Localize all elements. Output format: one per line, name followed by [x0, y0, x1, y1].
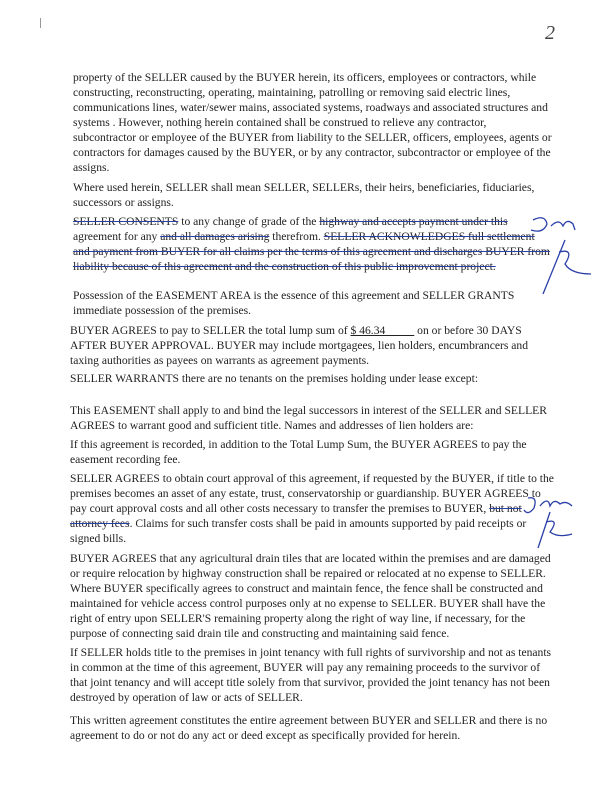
text-segment: AGREES to warrant good and sufficient title. Names and addresses of lien holders are:	[70, 419, 474, 432]
text-line	[70, 471, 560, 486]
struck-text: SELLER ACKNOWLEDGES full settlement	[323, 230, 535, 243]
text-segment: premises becomes an asset of any estate, trust, conservatorship or guardianship. BUYER AGREES to	[70, 487, 541, 500]
text-line	[70, 516, 560, 531]
text-line	[70, 566, 560, 581]
text-line	[73, 70, 563, 85]
paragraph-entire-agreement	[70, 713, 560, 743]
text-line	[70, 531, 560, 546]
text-segment: Where BUYER specifically agrees to construct and maintain fence, the fence shall be constructed and	[70, 582, 543, 595]
text-segment: successors or assigns.	[73, 196, 174, 209]
text-segment: If SELLER holds title to the premises in joint tenancy with full rights of survivorship and not as tenants	[70, 646, 552, 659]
text-segment: If this agreement is recorded, in addition to the Total Lump Sum, the BUYER AGREES to pay the	[70, 438, 527, 451]
text-segment: immediate possession of the premises.	[73, 304, 252, 317]
paragraph-recording	[70, 437, 560, 467]
struck-text: attorney fees	[70, 517, 130, 530]
text-line	[70, 626, 560, 641]
text-line	[73, 100, 563, 115]
text-line	[70, 403, 560, 418]
text-segment: signed bills.	[70, 532, 127, 545]
text-line	[73, 244, 563, 259]
text-segment: BUYER AGREES to pay to SELLER the total lump sum of	[70, 324, 351, 337]
text-line	[73, 180, 563, 195]
text-segment: This written agreement constitutes the entire agreement between BUYER and SELLER and there is no	[70, 714, 548, 727]
text-line	[73, 288, 563, 303]
text-line	[73, 130, 563, 145]
text-line	[73, 145, 563, 160]
initials-signature-icon	[525, 212, 595, 302]
text-segment: constructing, reconstructing, operating, maintaining, patrolling or removing said electric lines,	[73, 86, 511, 99]
paragraph-liability	[73, 70, 563, 175]
struck-text: but not	[489, 502, 522, 515]
text-line	[70, 486, 560, 501]
text-line	[73, 85, 563, 100]
text-segment: Where used herein, SELLER shall mean SELLER, SELLERs, their heirs, beneficiaries, fiduciaries,	[73, 181, 535, 194]
text-line	[70, 338, 560, 353]
text-line	[70, 452, 560, 467]
text-line	[70, 611, 560, 626]
text-segment: assigns.	[73, 161, 110, 174]
text-line	[70, 323, 560, 338]
text-segment: property of the SELLER caused by the BUYER herein, its officers, employees or contractors, while	[73, 71, 537, 84]
amount-field: $ 46.34	[350, 324, 415, 337]
text-segment: SELLER WARRANTS there are no tenants on the premises holding under lease except:	[70, 372, 479, 385]
text-segment: destroyed by operation of law or acts of SELLER.	[70, 691, 303, 704]
text-segment: that joint tenancy and will accept title solely from that survivor, provided the joint tenancy has not been	[70, 676, 550, 689]
paragraph-payment	[70, 323, 560, 368]
struck-text: liability because of this agreement and the construction of this public improvement project.	[73, 260, 496, 273]
text-segment: in common at the time of this agreement, BUYER will pay any remaining proceeds to the survivor of	[70, 661, 541, 674]
text-segment: communications lines, water/sewer mains, associated systems, roadways and associated structures and	[73, 101, 548, 114]
text-segment: BUYER AGREES that any agricultural drain tiles that are located within the premises and are damaged	[70, 552, 551, 565]
text-segment: This EASEMENT shall apply to and bind the legal successors in interest of the SELLER and SELLER	[70, 404, 547, 417]
paragraph-easement	[70, 403, 560, 433]
paragraph-consents	[73, 214, 563, 274]
text-line	[73, 195, 563, 210]
text-segment: purpose of connecting said drain tile and constructing and maintaining said fence.	[70, 627, 450, 640]
struck-text: and all damages arising	[160, 230, 270, 243]
text-segment: SELLER AGREES to obtain court approval of this agreement, if requested by the BUYER, if title to the	[70, 472, 554, 485]
scan-mark	[40, 18, 41, 28]
text-line	[70, 581, 560, 596]
text-line	[70, 728, 560, 743]
paragraph-joint-tenancy	[70, 645, 560, 705]
handwritten-initials	[525, 212, 595, 307]
text-segment: pay court approval costs and all other costs necessary to transfer the premises to BUYER,	[70, 502, 490, 515]
text-segment: easement recording fee.	[70, 453, 181, 466]
initials-signature-icon	[520, 492, 590, 552]
struck-text: and payment from BUYER for all claims per the terms of this agreement and discharges BUYER from	[73, 245, 550, 258]
text-line	[70, 371, 560, 386]
text-line	[70, 501, 560, 516]
text-segment: or require relocation by highway construction shall be repaired or relocated at no expense to SELLER.	[70, 567, 546, 580]
text-segment: contractors for damages caused by the BUYER, or by any contractor, subcontractor or employee of the	[73, 146, 551, 159]
paragraph-drain-tiles	[70, 551, 560, 641]
text-line	[73, 229, 563, 244]
text-segment: subcontractor or employee of the BUYER from liability to the SELLER, officers, employees, agents or	[73, 131, 552, 144]
text-segment: Possession of the EASEMENT AREA is the essence of this agreement and SELLER GRANTS	[73, 289, 515, 302]
text-segment: therefrom.	[269, 230, 324, 243]
text-line	[70, 690, 560, 705]
text-segment: systems . However, nothing herein contained shall be construed to relieve any contractor,	[73, 116, 487, 129]
text-segment: agreement to do or not do any act or deed except as specifically provided for herein.	[70, 729, 461, 742]
text-line	[70, 551, 560, 566]
paragraph-possession	[73, 288, 563, 318]
text-segment: to any change of grade of the	[178, 215, 320, 228]
text-segment: agreement for any	[73, 230, 161, 243]
text-line	[70, 713, 560, 728]
text-line	[73, 115, 563, 130]
text-segment: maintained for vehicle access control purposes only at no expense to SELLER. BUYER shall have the	[70, 597, 546, 610]
text-line	[70, 675, 560, 690]
text-segment: AFTER BUYER APPROVAL. BUYER may include mortgagees, lien holders, encumbrancers and	[70, 339, 528, 352]
page-number: 2	[545, 22, 555, 44]
paragraph-definition	[73, 180, 563, 210]
text-line	[70, 418, 560, 433]
text-segment: on or before 30 DAYS	[414, 324, 522, 337]
text-segment: . Claims for such transfer costs shall be paid in amounts supported by paid receipts or	[129, 517, 527, 530]
handwritten-initials-2	[520, 492, 590, 557]
text-segment: right of entry upon SELLER'S remaining property along the right of way line, if necessary, for the	[70, 612, 526, 625]
text-line	[70, 596, 560, 611]
text-line	[70, 437, 560, 452]
paragraph-warrants	[70, 371, 560, 386]
text-line	[73, 259, 563, 274]
text-line	[73, 214, 563, 229]
struck-text: highway and accepts payment under this	[319, 215, 508, 228]
text-line	[73, 303, 563, 318]
paragraph-court-approval	[70, 471, 560, 546]
struck-text: SELLER CONSENTS	[73, 215, 179, 228]
text-line	[70, 660, 560, 675]
text-line	[70, 645, 560, 660]
text-line	[70, 353, 560, 368]
text-line	[73, 160, 563, 175]
text-segment: taxing authorities as payees on warrants as agreement payments.	[70, 354, 370, 367]
